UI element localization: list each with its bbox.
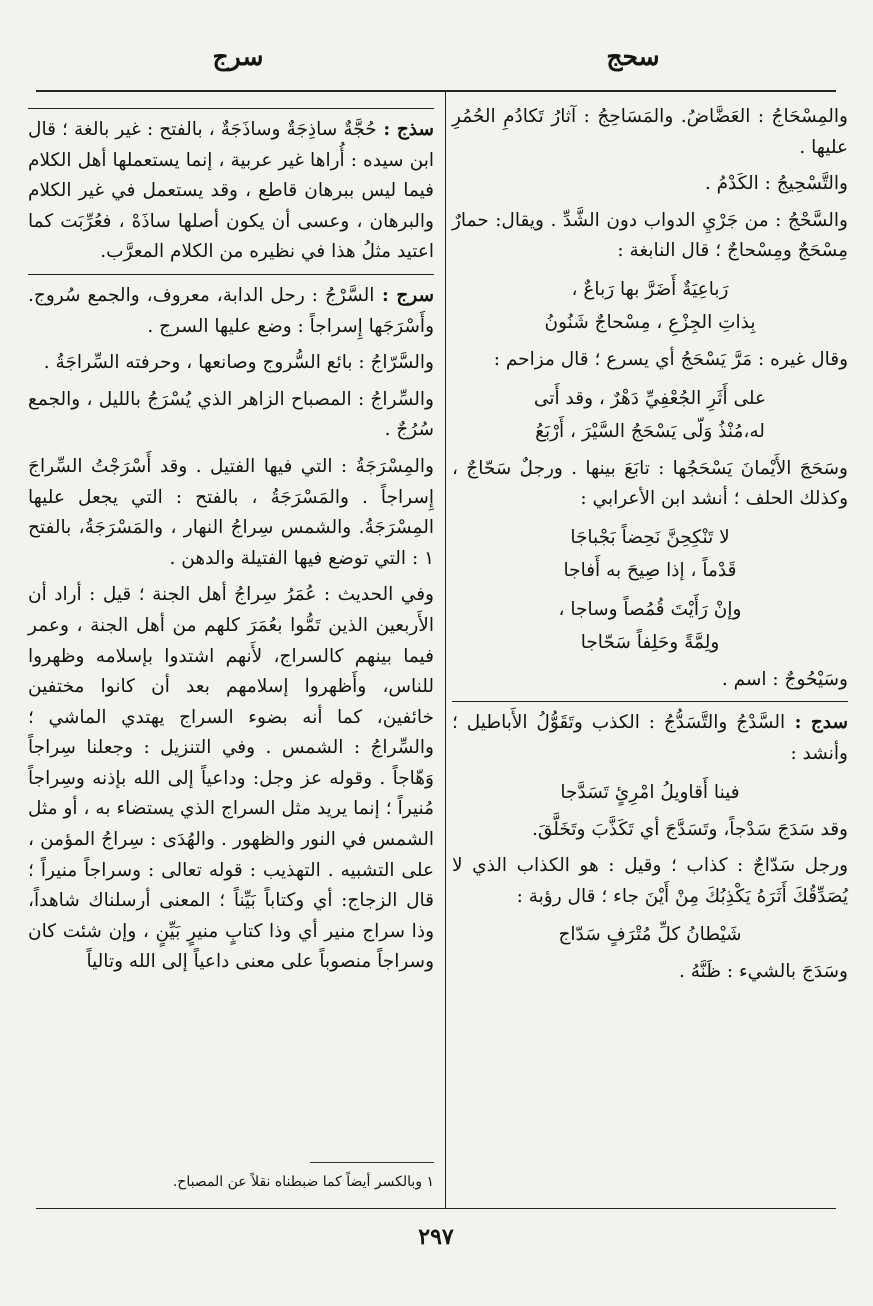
page-number: ٢٩٧ xyxy=(418,1224,454,1250)
verse-line: وإنْ رَأَيْتَ قُمُصاً وساجا ، xyxy=(558,598,742,620)
verse-block xyxy=(452,918,848,951)
entry-text: السَّرْجُ : رحل الدابة، معروف، والجمع سُروج. وأَسْرَجَها إِسراجاً : وضع عليها السرج . xyxy=(28,284,434,337)
footer-rule xyxy=(36,1208,836,1209)
dictionary-entry xyxy=(452,701,848,769)
right-column xyxy=(452,102,848,994)
entry-text: والسَّحْجُ : من جَرْيِ الدواب دون الشَّدِّ . ويقال: حمارٌ مِسْحَجٌ ومِسْحاجٌ ؛ قال النابغة : xyxy=(452,209,848,262)
verse-line: شَيْطانُ كلِّ مُتْرَفٍ سَدّاج xyxy=(558,924,742,946)
entry-paragraph xyxy=(452,665,848,696)
entry-text: حُجَّةٌ ساذِجَةٌ وساذَجَةٌ ، بالفتح : غير بالغة ؛ قال ابن سيده : أُراها غير عربية ، إنما يستعملها أهل الكلام فيما ليس ببرهان قاطع ، وقد يستعمل في غير الكلام والبرهان ، وعسى أن يكون أصلها ساذَهْ ، فعُرِّبَت كما اعتيد مثلُ هذا في نظيره من الكلام المعرَّب. xyxy=(28,119,434,263)
entry-text: والسَّرّاجُ : بائع السُّروج وصانعها ، وحرفته السِّراجَةُ . xyxy=(43,352,434,374)
verse-block xyxy=(452,273,848,339)
entry-paragraph xyxy=(452,345,848,376)
entry-paragraph xyxy=(452,815,848,846)
verse-line: قَدْماً ، إذا صِيحَ به أَفاجا xyxy=(563,559,737,581)
running-header-left: سرج xyxy=(212,42,264,71)
entry-paragraph xyxy=(452,169,848,200)
entry-headword: سذج : xyxy=(376,119,434,140)
verse-line: ولِمَّةً وحَلِفاً سَحّاجا xyxy=(580,631,720,653)
verse-line: له،مُنْذُ وَلّى يَسْحَجُ السَّيْرَ ، أَرْبَعُ xyxy=(535,420,765,442)
verse-block xyxy=(452,382,848,448)
footnote: ١ وبالكسر أيضاً كما ضبطناه نقلاً عن المصباح. xyxy=(172,1174,434,1190)
entry-text: وقال غيره : مَرَّ يَسْحَجُ أي يسرع ؛ قال مزاحم : xyxy=(493,348,848,370)
entry-text: والمِسْحَاجُ : العَضَّاضُ. والمَسَاحِجُ : آثارُ تَكادُمِ الحُمُرِ عليها . xyxy=(452,106,848,158)
entry-headword: سرج : xyxy=(374,284,434,306)
entry-paragraph xyxy=(28,580,434,978)
running-header-right: سحج xyxy=(606,42,660,71)
entry-text: وقد سَدَجَ سَدْجاً، وتَسَدَّجَ أي تَكَذَّبَ وتَخَلَّقَ. xyxy=(532,818,848,840)
header-rule xyxy=(36,90,836,92)
dictionary-entry xyxy=(28,108,434,268)
entry-text: ورجل سَدّاجٌ : كذاب ؛ وقيل : هو الكذاب الذي لا يُصَدِّقُكَ أَثَرَهُ يَكْذِبُكَ مِنْ أَيْنَ جاء ؛ قال رؤبة : xyxy=(452,855,848,907)
verse-block xyxy=(452,521,848,587)
entry-paragraph xyxy=(28,348,434,379)
entry-text: السَّدْجُ والتَّسَدُّجُ : الكذب وتَقَوُّلُ الأَباطيل ؛ وأنشد : xyxy=(452,712,848,764)
entry-text: والسِّراجُ : المصباح الزاهر الذي يُسْرَجُ بالليل ، والجمع سُرُجٌ . xyxy=(28,388,434,441)
entry-text: وسَدَجَ بالشيء : ظَنَّهُ . xyxy=(679,961,848,983)
entry-text: وسَيْحُوجٌ : اسم . xyxy=(721,668,848,690)
entry-paragraph xyxy=(452,851,848,912)
left-column xyxy=(28,102,434,984)
verse-line: فينا أَقاويلُ امْرِئٍ تَسَدَّجا xyxy=(560,781,740,803)
entry-paragraph xyxy=(452,102,848,163)
entry-headword: سدج : xyxy=(785,712,848,734)
verse-line: بِذاتِ الجِزْعِ ، مِسْحاجٌ شَنُونُ xyxy=(544,311,756,333)
verse-line: رَباعِيَةٌ أَضَرَّ بها رَباعٌ ، xyxy=(571,278,729,300)
entry-paragraph xyxy=(28,452,434,574)
entry-text: وسَحَجَ الأَيْمانَ يَسْحَجُها : تابَعَ بينها . ورجلٌ سَحّاجٌ ، وكذلك الحلف ؛ أنشد ابن الأعرابي : xyxy=(452,457,848,510)
column-divider xyxy=(445,90,446,1208)
footnote-rule xyxy=(310,1162,434,1163)
entry-text: والتَّسْحِيجُ : الكَدْمُ . xyxy=(704,173,848,195)
verse-block xyxy=(452,593,848,659)
entry-text: وفي الحديث : عُمَرُ سِراجُ أهل الجنة ؛ قيل : أراد أن الأَربعين الذين تَمُّوا بعُمَرَ كلهم من أهل الجنة ، وعمر فيما بينهم كالسراج، لأَنهم اشتدوا بإسلامه وظهروا للناس، وأَظهروا إسلامهم بعد أن كانوا مختفين خائفين، كما أنه بضوء السراج يهتدي الماشي ؛ والسِّراجُ : الشمس . وفي التنزيل : وجعلنا سِراجاً وَهّاجاً . وقوله عز وجل: وداعياً إلى الله بإذنه وسِراجاً مُنيراً ؛ إنما يريد مثل السراج الذي يستضاء به ، أو مثل الشمس في النور والظهور . والهُدَى : سِراجُ المؤمن ، على التشبيه . التهذيب : قوله تعالى : وسراجاً منيراً ؛ قال الزجاج: أي وكتاباً بَيِّناً ؛ المعنى أرسلناك شاهداً، وذا سراج منير أي وذا كتابٍ منيرٍ بَيِّنٍ ، وإن شئت كان وسراجاً منصوباً على معنى داعياً إلى الله وتالياً xyxy=(28,584,434,973)
verse-line: لا تَنْكِحِنَّ نَحِضاً بَجْباجَا xyxy=(570,526,730,548)
entry-paragraph xyxy=(452,206,848,267)
entry-paragraph xyxy=(452,454,848,515)
verse-line: على أَثَرِ الجُعْفِيِّ دَهْرٌ ، وقد أَتى xyxy=(533,387,767,409)
entry-paragraph xyxy=(452,957,848,988)
dictionary-entry xyxy=(28,274,434,342)
entry-paragraph xyxy=(28,385,434,446)
verse-block xyxy=(452,776,848,809)
entry-text: والمِسْرَجَةُ : التي فيها الفتيل . وقد أَسْرَجْتُ السِّراجَ إِسراجاً . والمَسْرَجَةُ ، بالفتح : التي يجعل عليها المِسْرَجَةُ. والشمس سِراجُ النهار ، والمَسْرَجَةُ، بالفتح ١ : التي توضع فيها الفتيلة والدهن . xyxy=(28,455,434,569)
